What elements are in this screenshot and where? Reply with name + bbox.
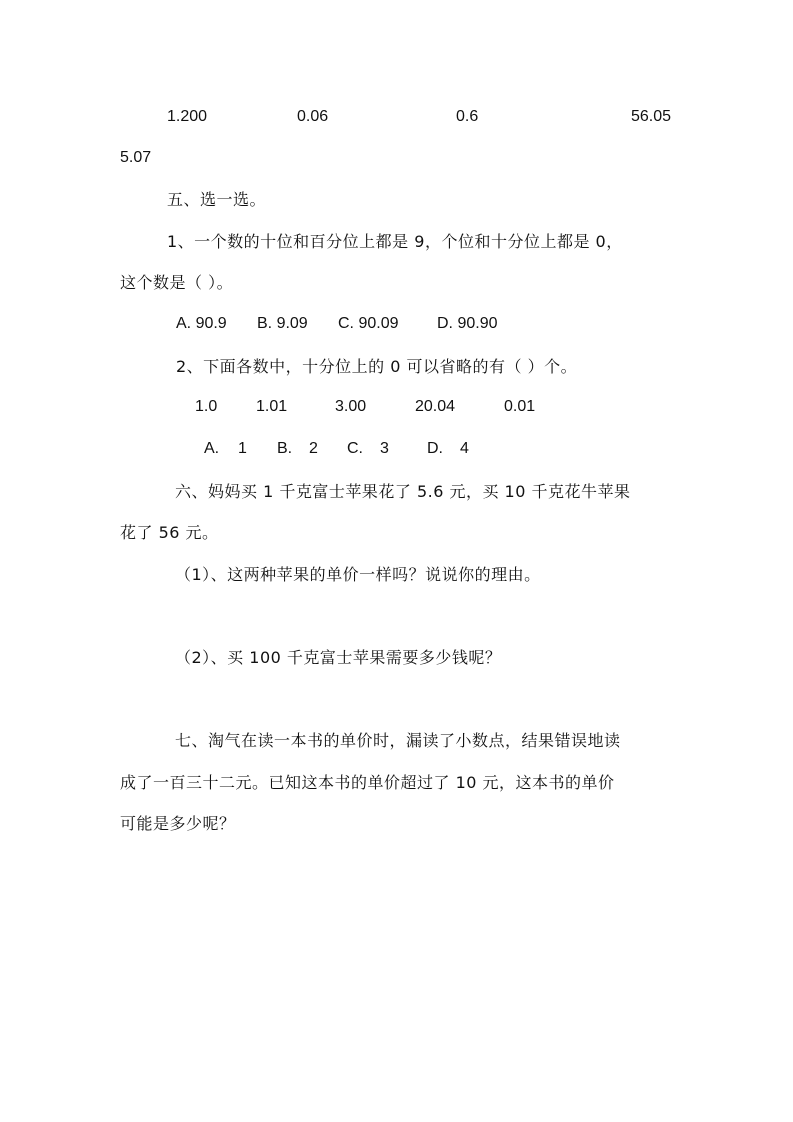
option-d-letter: D. [427,440,443,457]
problem-6-line-2: 花了 56 元。 [120,523,219,542]
number-item: 0.6 [456,108,479,125]
question-1-line-1: 1、一个数的十位和百分位上都是 9，个位和十分位上都是 0， [167,232,623,251]
number-item: 0.01 [504,398,536,415]
number-item-wrapped: 5.07 [120,149,152,166]
option-b-value: 2 [309,440,318,457]
number-item: 0.06 [297,108,329,125]
number-item: 1.01 [256,398,288,415]
sub-question-2: （2）、买 100 千克富士苹果需要多少钱呢？ [175,648,502,667]
number-item: 1.200 [167,108,208,125]
option-c: C. 90.09 [338,315,399,332]
question-1-line-2: 这个数是（ ）。 [120,273,234,292]
option-a-letter: A. [204,440,220,457]
problem-7-line-2: 成了一百三十二元。已知这本书的单价超过了 10 元，这本书的单价 [120,773,615,792]
sub-question-1: （1）、这两种苹果的单价一样吗？说说你的理由。 [175,565,541,584]
option-d-value: 4 [460,440,469,457]
option-c-letter: C. [347,440,363,457]
problem-6-line-1: 六、妈妈买 1 千克富士苹果花了 5.6 元，买 10 千克花牛苹果 [175,482,631,501]
option-d: D. 90.90 [437,315,498,332]
number-item: 56.05 [631,108,672,125]
section-title: 五、选一选。 [167,190,267,209]
option-b-letter: B. [277,440,293,457]
number-item: 1.0 [195,398,218,415]
question-2-line-1: 2、下面各数中，十分位上的 0 可以省略的有（ ）个。 [176,357,578,376]
option-a-value: 1 [238,440,247,457]
option-b: B. 9.09 [257,315,308,332]
option-a: A. 90.9 [176,315,227,332]
number-item: 3.00 [335,398,367,415]
option-c-value: 3 [380,440,389,457]
problem-7-line-1: 七、淘气在读一本书的单价时，漏读了小数点，结果错误地读 [175,731,621,750]
problem-7-line-3: 可能是多少呢？ [120,814,236,833]
number-item: 20.04 [415,398,456,415]
